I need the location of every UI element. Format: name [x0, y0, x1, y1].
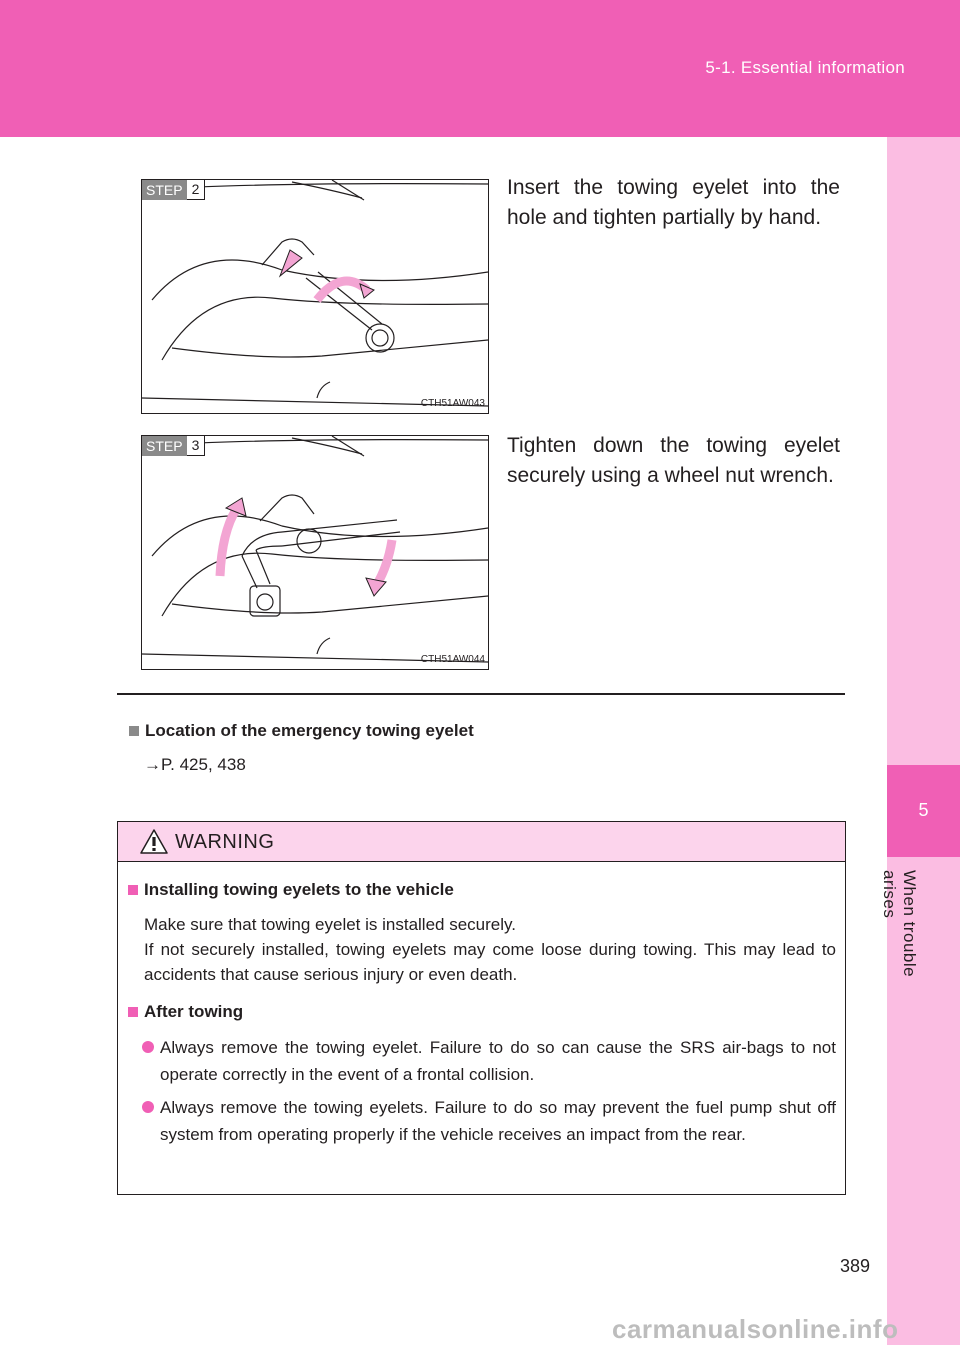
- step-2-illustration: [141, 179, 489, 414]
- circle-bullet-icon: [142, 1101, 154, 1113]
- step-number: 2: [187, 180, 206, 200]
- warning-bullet: [142, 1094, 836, 1148]
- page-number: 389: [840, 1256, 871, 1276]
- step-badge: [142, 180, 205, 200]
- warning-title: WARNING: [175, 831, 275, 853]
- circle-bullet-icon: [142, 1041, 154, 1053]
- square-bullet-icon: [128, 1007, 138, 1017]
- chapter-number: 5: [918, 800, 929, 820]
- warning-triangle-icon: [140, 829, 168, 854]
- page-header: [0, 0, 960, 137]
- location-page-reference: →P. 425, 438: [144, 755, 246, 774]
- section-divider: [117, 693, 845, 695]
- location-heading: [129, 721, 474, 741]
- step-3-illustration: [141, 435, 489, 670]
- watermark-logo: carmanualsonline.info: [612, 1314, 899, 1344]
- towing-eyelet-hand-illustration: [142, 180, 488, 413]
- wheel-nut-wrench-illustration: [142, 436, 488, 669]
- chapter-side-tab: [880, 137, 960, 1345]
- step-3-text: Tighten down the towing eyelet securely using a wheel nut wrench.: [507, 434, 840, 487]
- warning-paragraph: Make sure that towing eyelet is installed securely.: [144, 915, 516, 934]
- square-bullet-icon: [128, 885, 138, 895]
- chapter-label: When trouble arises: [880, 870, 919, 978]
- figure-code: CTH51AW043: [420, 398, 485, 409]
- step-number: 3: [187, 436, 206, 456]
- square-bullet-icon: [129, 726, 139, 736]
- location-heading-text: Location of the emergency towing eyelet: [145, 721, 474, 740]
- step-label: STEP: [142, 436, 187, 456]
- warning-box: [117, 821, 846, 1195]
- step-badge: [142, 436, 205, 456]
- warning-bullet-text: Always remove the towing eyelets. Failure to do so may prevent the fuel pump shut off system from operating properly if the vehicle receives an impact from the rear.: [160, 1098, 836, 1144]
- step-label: STEP: [142, 180, 187, 200]
- warning-subheading-text: Installing towing eyelets to the vehicle: [144, 880, 454, 899]
- warning-paragraph: If not securely installed, towing eyelets may come loose during towing. This may lead to accidents that cause serious injury or even death.: [144, 940, 836, 984]
- section-title: 5-1. Essential information: [705, 58, 905, 77]
- warning-subheading-install: [128, 880, 454, 900]
- warning-bullet: [142, 1034, 836, 1088]
- step-2-text: Insert the towing eyelet into the hole and tighten partially by hand.: [507, 176, 840, 229]
- warning-subheading-text: After towing: [144, 1002, 244, 1021]
- warning-subheading-after: [128, 1002, 243, 1022]
- warning-bullet-text: Always remove the towing eyelet. Failure to do so can cause the SRS air-bags to not operate correctly in the event of a frontal collision.: [160, 1038, 836, 1084]
- figure-code: CTH51AW044: [420, 654, 485, 665]
- warning-header: [118, 822, 845, 862]
